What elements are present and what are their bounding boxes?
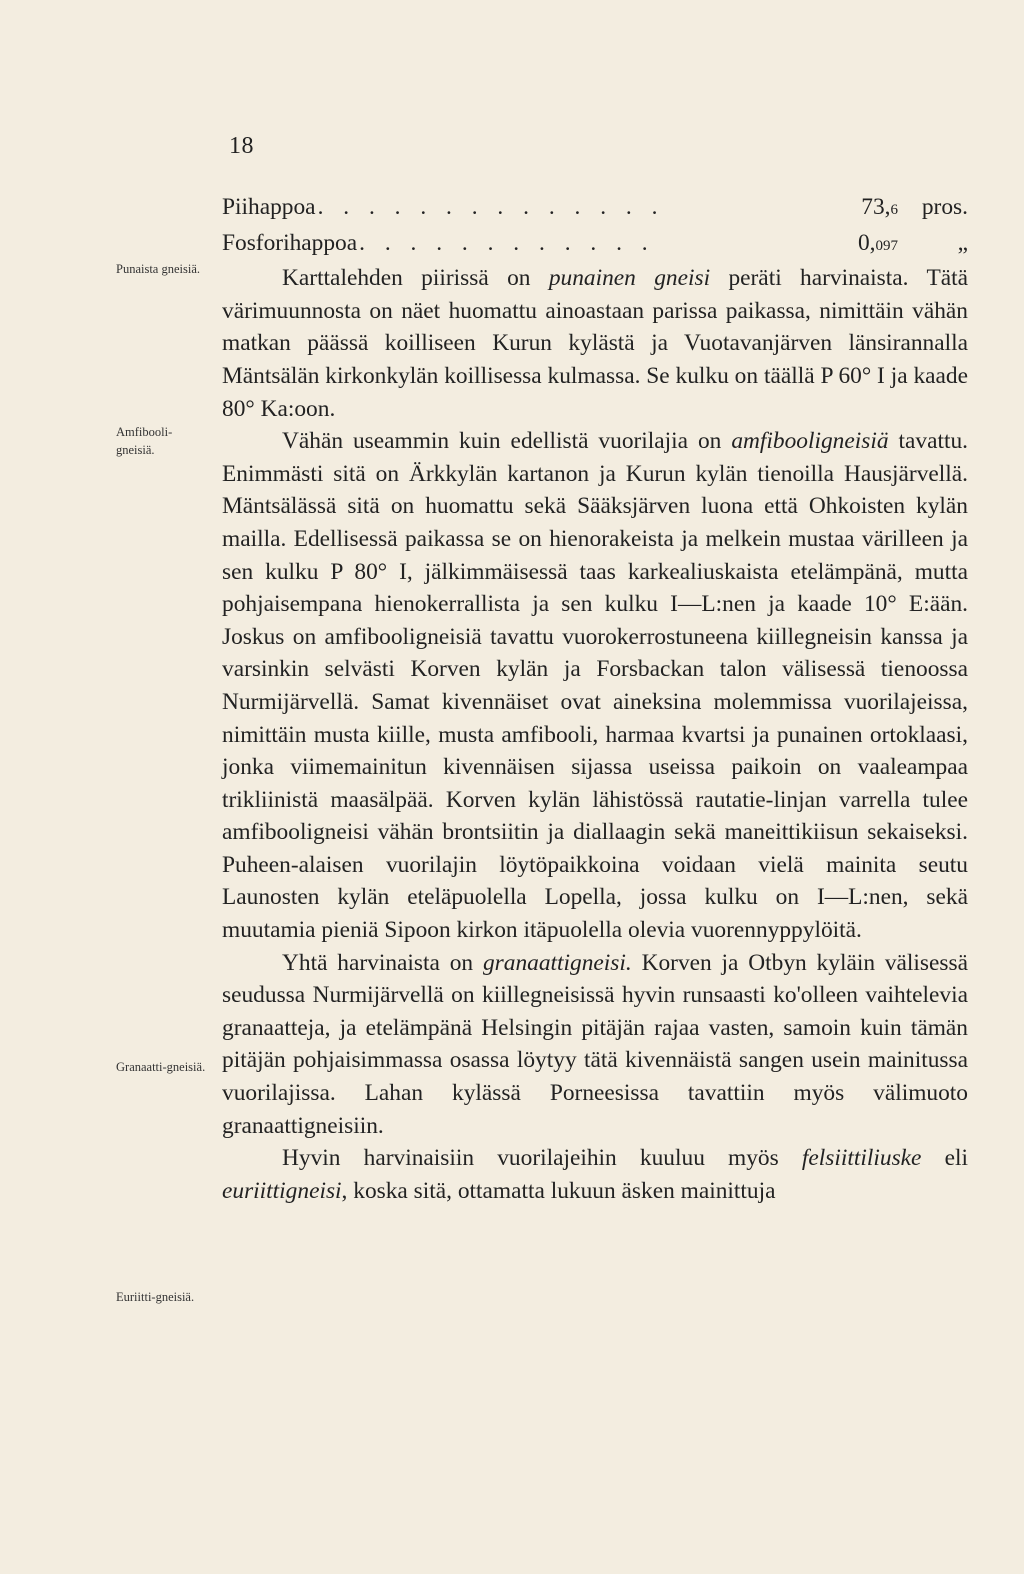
paragraph-amfibooligneisi: Vähän useammin kuin edellistä vuorilajia on amfibooligneisiä tavattu. Enimmästi sitä on Ärkkylän kartanon ja Kurun kylän tienoilla Hausjärvellä. Mäntsälässä sitä on huomattu sekä Sääksjärven luona että Ohkoisten kylän mailla. Edellisessä paikassa se on hienorakeista ja melkein mustaa värilleen ja sen kulku P 80° I, jälkimmäisessä taas karkealiuskaista etelämpänä, mutta pohjaisempana hienokerrallista ja sen kulku I—L:nen ja kaade 10° E:ään. Joskus on amfibooligneisiä tavattu vuorokerrostuneena kiillegneisin kanssa ja varsinkin selvästi Korven kylän ja Forsbackan talon välisessä tienoossa Nurmijärvellä. Samat kivennäiset ovat aineksina molemmissa vuorilajeissa, nimittäin musta kiille, musta amfibooli, harmaa kvartsi ja punainen ortoklaasi, jonka viimemainitun kivennäisen sijassa useissa paikoin on vaaleampaa trikliinistä maasälpää. Korven kylän lähistössä rautatie-linjan varrella tulee amfibooligneisi vähän brontsiitin ja diallaagin sekä maneittikiisun sekaiseksi. Puheen-alaisen vuorilajin löytöpaikkoina voidaan vielä mainita seutu Launosten kylän eteläpuolella Lopella, jossa kulku on I—L:nen, sekä muutamia pieniä Sipoon kirkon itäpuolella olevia vuorennyppylöitä.	[222, 428, 968, 944]
body-text	[222, 191, 968, 1207]
row-unit: „	[957, 229, 968, 256]
row-value: 73,6	[861, 194, 898, 220]
margin-note-euriitti: Euriitti-gneisiä.	[116, 1290, 195, 1304]
table-row	[222, 227, 968, 263]
leader-dots: . . . . . . . . . . . .	[359, 229, 655, 256]
row-value: 0,097	[857, 229, 898, 256]
margin-note-punaista: Punaista gneisiä.	[116, 262, 201, 276]
margin-note-amfibooli: Amfibooli-gneisiä.	[116, 425, 173, 457]
paragraph-euriittigneisi: Hyvin harvinaisiin vuorilajeihin kuuluu myös felsiittiliuske eli euriittigneisi, koska sitä, ottamatta lukuun äsken mainittuja	[222, 1145, 968, 1204]
leader-dots: . . . . . . . . . . . . . .	[317, 194, 665, 220]
paragraph-punainen-gneisi: Karttalehden piirissä on punainen gneisi peräti harvinaista. Tätä värimuunnosta on näet huomattu ainoastaan parissa paikassa, nimittäin vähän matkan päässä koilliseen Kurun kylästä ja Vuotavanjärven länsirannalla Mäntsälän kirkonkylän koillisessa kulmassa. Se kulku on täällä P 60° I ja kaade 80° Ka:oon.	[222, 265, 968, 422]
table-row	[222, 191, 968, 227]
page-number: 18	[229, 133, 254, 159]
row-unit: pros.	[921, 194, 968, 220]
row-label: Piihappoa	[222, 194, 316, 220]
row-label: Fosforihappoa	[222, 229, 358, 256]
margin-note-granaatti: Granaatti-gneisiä.	[116, 1060, 206, 1074]
paragraph-granaattigneisi: Yhtä harvinaista on granaattigneisi. Korven ja Otbyn kyläin välisessä seudussa Nurmijärvellä on kiillegneisissä hyvin runsaasti ko'olleen vaihtelevia granaatteja, ja etelämpänä Helsingin pitäjän rajaa vasten, samoin kuin tämän pitäjän pohjaisimmassa osassa löytyy tätä kivennäistä sangen usein mainitussa vuorilajissa. Lahan kylässä Porneesissa tavattiin myös välimuoto granaattigneisiin.	[222, 949, 968, 1139]
